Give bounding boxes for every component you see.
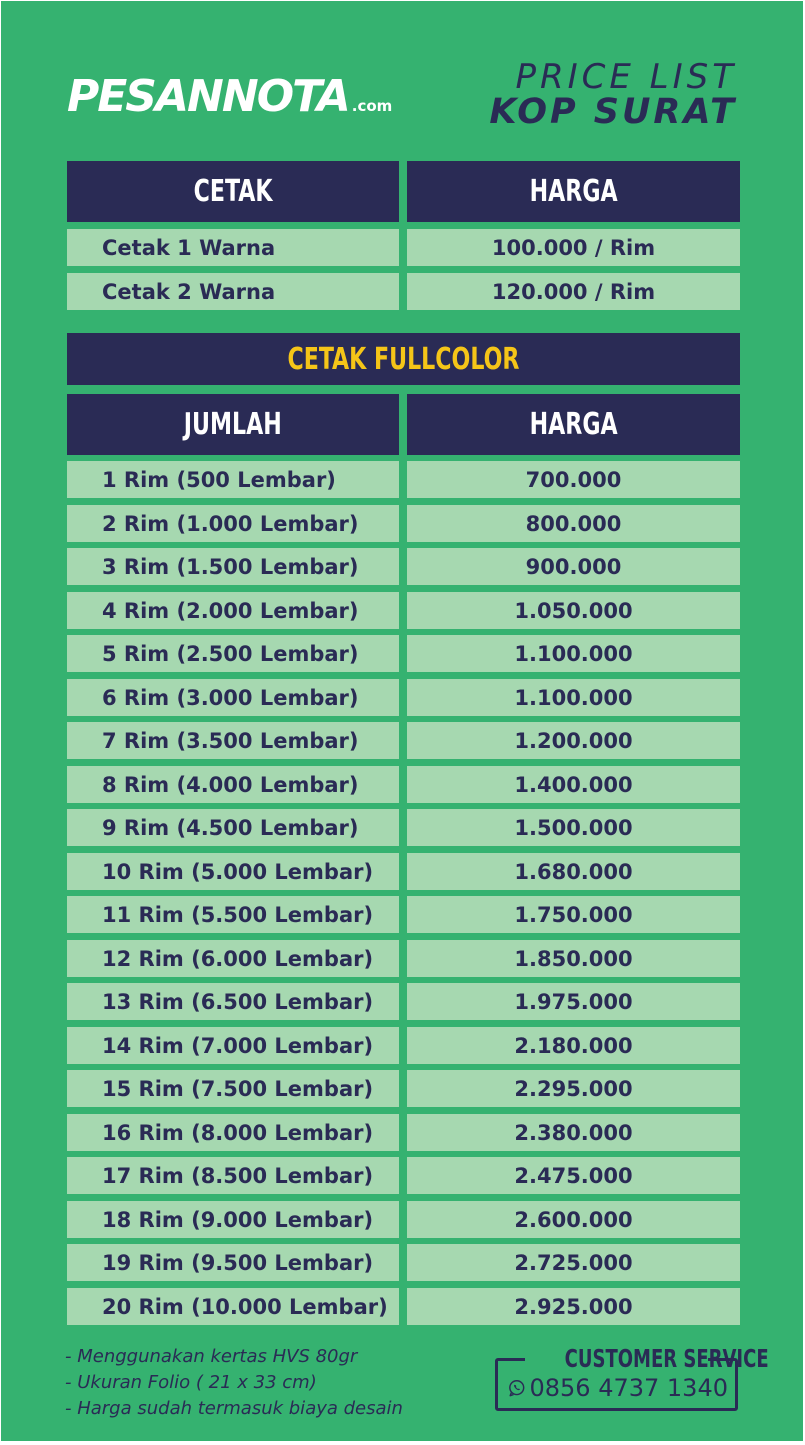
table1-header-cetak — [67, 161, 399, 222]
table2-row-label: 5 Rim (2.500 Lembar) — [67, 635, 399, 672]
phone-number: 0856 4737 1340 — [529, 1374, 728, 1402]
table2-header-jumlah-label: JUMLAH — [184, 407, 282, 442]
fullcolor-banner-label: CETAK FULLCOLOR — [287, 341, 520, 377]
customer-service-phone[interactable] — [508, 1373, 728, 1403]
note-line: - Menggunakan kertas HVS 80gr — [65, 1346, 358, 1367]
table2-row-price: 2.925.000 — [407, 1288, 740, 1325]
table2-row-label: 13 Rim (6.500 Lembar) — [67, 983, 399, 1020]
table2-row-price: 1.850.000 — [407, 940, 740, 977]
logo-suffix: .com — [351, 97, 393, 115]
whatsapp-icon — [508, 1376, 526, 1400]
table2-row-price: 1.680.000 — [407, 853, 740, 890]
table2-row-price: 1.975.000 — [407, 983, 740, 1020]
table2-row-label: 3 Rim (1.500 Lembar) — [67, 548, 399, 585]
table2-row-label: 19 Rim (9.500 Lembar) — [67, 1244, 399, 1281]
title-kop-surat: KOP SURAT — [489, 92, 737, 132]
title-price-list: PRICE LIST — [515, 57, 737, 97]
table2-row-price: 2.725.000 — [407, 1244, 740, 1281]
brand-logo — [67, 71, 393, 122]
fullcolor-banner — [67, 333, 740, 385]
table2-row-price: 1.100.000 — [407, 679, 740, 716]
table2-row-price: 900.000 — [407, 548, 740, 585]
table2-header-jumlah — [67, 394, 399, 455]
table2-row-price: 2.600.000 — [407, 1201, 740, 1238]
table2-row-price: 2.475.000 — [407, 1157, 740, 1194]
table1-header-harga-label: HARGA — [529, 174, 618, 209]
table2-row-price: 1.750.000 — [407, 896, 740, 933]
table2-row-label: 1 Rim (500 Lembar) — [67, 461, 399, 498]
table2-header-harga-label: HARGA — [529, 407, 618, 442]
table2-row-label: 15 Rim (7.500 Lembar) — [67, 1070, 399, 1107]
table2-row-label: 4 Rim (2.000 Lembar) — [67, 592, 399, 629]
table1-row-price: 120.000 / Rim — [407, 273, 740, 310]
table2-row-price: 1.050.000 — [407, 592, 740, 629]
table2-row-label: 12 Rim (6.000 Lembar) — [67, 940, 399, 977]
customer-service-title — [525, 1344, 769, 1374]
notes — [65, 1344, 403, 1422]
table2-row-label: 10 Rim (5.000 Lembar) — [67, 853, 399, 890]
customer-service-title-text: CUSTOMER SERVICE — [564, 1344, 769, 1373]
table2-row-label: 20 Rim (10.000 Lembar) — [67, 1288, 399, 1325]
table2-row-label: 9 Rim (4.500 Lembar) — [67, 809, 399, 846]
table2-row-price: 2.295.000 — [407, 1070, 740, 1107]
table2-row-label: 17 Rim (8.500 Lembar) — [67, 1157, 399, 1194]
table2-row-label: 11 Rim (5.500 Lembar) — [67, 896, 399, 933]
table2-row-price: 1.500.000 — [407, 809, 740, 846]
note-line: - Harga sudah termasuk biaya desain — [65, 1398, 403, 1419]
table2-row-label: 16 Rim (8.000 Lembar) — [67, 1114, 399, 1151]
table2-row-label: 2 Rim (1.000 Lembar) — [67, 505, 399, 542]
table2-row-price: 2.180.000 — [407, 1027, 740, 1064]
table1-header-cetak-label: CETAK — [193, 174, 273, 209]
table2-row-label: 8 Rim (4.000 Lembar) — [67, 766, 399, 803]
table2-header-harga — [407, 394, 740, 455]
table2-row-price: 800.000 — [407, 505, 740, 542]
table2-row-price: 1.100.000 — [407, 635, 740, 672]
table2-row-price: 1.200.000 — [407, 722, 740, 759]
table2-row-price: 1.400.000 — [407, 766, 740, 803]
table1-row-price: 100.000 / Rim — [407, 229, 740, 266]
logo-text: PESANNOTA — [67, 71, 349, 122]
table2-row-label: 18 Rim (9.000 Lembar) — [67, 1201, 399, 1238]
table2-row-label: 7 Rim (3.500 Lembar) — [67, 722, 399, 759]
table2-row-price: 700.000 — [407, 461, 740, 498]
table2-row-label: 14 Rim (7.000 Lembar) — [67, 1027, 399, 1064]
note-line: - Ukuran Folio ( 21 x 33 cm) — [65, 1372, 317, 1393]
table2-row-price: 2.380.000 — [407, 1114, 740, 1151]
table2-row-label: 6 Rim (3.000 Lembar) — [67, 679, 399, 716]
table1-row-label: Cetak 1 Warna — [67, 229, 399, 266]
price-list-page — [1, 1, 803, 1441]
table1-row-label: Cetak 2 Warna — [67, 273, 399, 310]
table1-header-harga — [407, 161, 740, 222]
